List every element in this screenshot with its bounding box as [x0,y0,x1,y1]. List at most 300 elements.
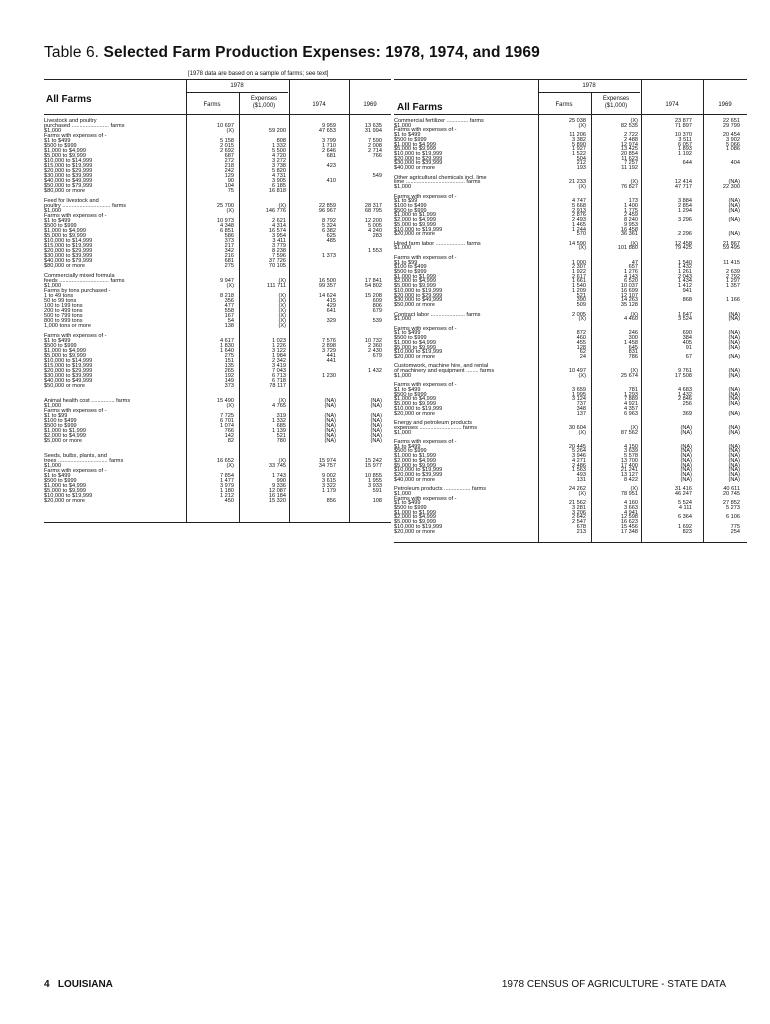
row-label: $5,000 to $9,999 [394,519,436,526]
row-value-1974: 441 [326,353,336,359]
row-value-1969: 5 005 [368,223,382,229]
row-value-1969: 29 799 [722,122,740,129]
row-value-expenses: 685 [276,423,286,429]
row-value-expenses: 319 [276,413,286,419]
row-value-expenses: 1 458 [624,339,638,346]
header-farms-right: Farms [555,102,573,108]
row-value-1969: 15 208 [364,293,382,299]
row-value-expenses: 35 128 [620,302,638,309]
row-value-farms: 1 465 [572,221,586,228]
row-value-1969: 549 [372,173,382,179]
row-label: $5,000 to $9,999 [44,233,86,239]
row-value-1969: 22 651 [722,118,740,124]
row-value-expenses: 70 105 [268,263,286,269]
row-label: $10,000 to $19,999 [394,349,443,356]
row-label: $1,000 to $4,999 [394,141,436,148]
row-value-1974: (NA) [324,418,336,424]
row-label: $1 to $99 [394,259,418,266]
row-value-expenses: 990 [276,478,286,484]
row-value-farms: 1 212 [220,493,234,499]
row-label: feeds ................................ farms [44,278,125,284]
row-label: $500 to $999 [394,391,427,398]
row-value-1974: (NA) [324,398,336,404]
row-value-1974: 1 434 [678,278,692,285]
row-value-farms: 521 [576,292,586,299]
row-label: $500 to $999 [394,335,427,342]
row-value-1974: 3 511 [678,136,692,143]
row-value-farms: 586 [224,233,234,239]
row-value-1974: 12 458 [674,240,692,247]
all-farms-heading-right: All Farms [397,102,443,113]
row-value-1974: 423 [326,163,336,169]
row-label: $1 to $499 [394,387,421,394]
row-label: $500 to $999 [44,343,77,349]
row-label: $1 to $499 [394,330,421,337]
row-value-farms: 137 [576,410,586,417]
row-label: $1 to $499 [394,500,421,507]
row-value-farms: 275 [224,263,234,269]
row-value-1969: 3 933 [368,483,382,489]
row-label: $10,000 to $19,999 [394,467,443,474]
row-label: $2,000 to $4,999 [394,278,436,285]
row-value-1974: 14 624 [318,293,336,299]
row-value-expenses: (X) [278,313,286,319]
table-years: 1978, 1974, and 1969 [385,44,540,61]
row-value-1974: 1 294 [678,207,692,214]
row-value-1969: 11 415 [723,259,740,266]
row-value-expenses: 7 257 [624,160,638,167]
row-value-1974: 22 859 [318,203,336,209]
row-value-1974: 79 425 [674,245,692,252]
row-value-1969: 59 495 [722,245,740,252]
row-value-farms: 681 [224,258,234,264]
row-label: Farms with expenses of - [394,193,457,200]
row-value-farms: 25 038 [568,118,586,124]
row-label: $1,000 [394,245,412,252]
row-label: $1,000 [394,184,412,191]
row-label: $5,000 to $9,999 [394,146,436,153]
row-value-farms: 493 [576,472,586,478]
row-label: $500 to $999 [44,223,77,229]
row-value-farms: 3 946 [572,453,586,460]
row-value-1969: 54 802 [364,283,382,289]
left-table-header [44,80,391,115]
row-value-farms: 1 661 [572,278,586,285]
page-number: 4 [44,979,50,990]
row-value-expenses: 9 953 [624,221,638,228]
row-value-1974: 2 898 [322,343,336,349]
row-value-1969: 679 [372,308,382,314]
row-value-expenses: 1 743 [272,473,286,479]
row-value-farms: 477 [224,303,234,309]
row-value-farms: 30 604 [568,424,586,431]
row-label: expenses ........................... farms [394,424,477,431]
row-label: $1,000 to $4,999 [394,339,436,346]
row-label: $500 to $999 [394,448,427,455]
row-value-1969: (NA) [728,202,740,209]
row-value-1974: 429 [326,303,336,309]
row-value-1969: 2 008 [368,143,382,149]
row-value-expenses: 1 332 [272,418,286,424]
row-value-expenses: (X) [278,303,286,309]
row-value-1969: (NA) [728,330,740,337]
row-value-expenses: 78 951 [620,490,638,497]
row-value-1969: (NA) [728,207,740,214]
row-value-1974: (NA) [324,403,336,409]
row-value-farms: 766 [224,428,234,434]
row-value-farms: 3 979 [220,483,234,489]
row-value-1969: 108 [372,498,382,504]
row-value-1974: 9 959 [322,123,336,129]
row-value-farms: 4 747 [572,198,586,205]
row-value-expenses: 17 400 [620,462,638,469]
row-value-farms: 558 [224,308,234,314]
row-value-farms: 373 [224,238,234,244]
row-value-1969: (NA) [728,429,740,436]
row-value-expenses: 6 963 [624,410,638,417]
row-value-expenses: (X) [278,293,286,299]
row-value-1969: 254 [730,528,740,535]
row-value-1974: 5 324 [322,223,336,229]
row-value-farms: 4 348 [220,223,234,229]
row-value-farms: 6 851 [220,228,234,234]
row-value-expenses: 87 562 [620,429,638,436]
row-label: $40,000 or more [394,476,436,483]
row-label: Energy and petroleum products [394,420,473,427]
row-label: $1,000 [44,128,62,134]
row-value-farms: 1 244 [572,226,586,233]
row-label: $30,000 to $39,999 [394,160,443,167]
row-value-expenses: 4 720 [272,153,286,159]
row-value-1969: 15 242 [364,458,382,464]
row-value-farms: 509 [576,302,586,309]
row-value-1974: 410 [326,178,336,184]
row-value-expenses: 7 043 [272,368,286,374]
row-value-1974: (NA) [680,476,692,483]
row-value-1969: 13 635 [364,123,382,129]
row-value-farms: (X) [226,403,234,409]
row-label: $10,000 to $14,999 [44,238,93,244]
row-value-expenses: 3 122 [272,348,286,354]
row-value-farms: 570 [576,231,586,238]
row-value-farms: 10 497 [568,368,586,375]
row-value-farms: 1 927 [572,146,586,153]
row-label: $5,000 to $9,999 [44,153,86,159]
row-value-farms: 217 [224,243,234,249]
row-value-farms: 3 206 [572,509,586,516]
row-value-1974: (NA) [324,433,336,439]
row-value-1969: (NA) [728,335,740,342]
row-label: $1,000 to $1,999 [44,428,86,434]
row-value-farms: 25 700 [216,203,234,209]
row-value-expenses: 4 731 [272,173,286,179]
row-value-expenses: 76 827 [620,184,638,191]
row-value-expenses: 12 107 [620,292,638,299]
header-farms: Farms [203,102,221,108]
row-value-1974: (NA) [680,472,692,478]
row-label: $30,000 to $39,999 [44,373,93,379]
row-label: Farms with expenses of - [394,495,457,502]
row-value-farms: 1 209 [572,287,586,294]
row-value-1974: 856 [326,498,336,504]
row-value-1974: 4 683 [678,387,692,394]
row-label: $1,000 [394,122,412,129]
row-value-expenses: 14 263 [620,297,638,304]
table-main-title: Selected Farm Production Expenses: [103,44,381,61]
row-label: $1,000 [394,372,412,379]
row-label: $2,000 to $4,999 [394,217,436,224]
row-value-1974: (NA) [680,424,692,431]
table-row [44,498,391,505]
row-value-expenses: 8 240 [624,217,638,224]
row-value-farms: 342 [224,248,234,254]
row-value-expenses: 780 [276,438,286,444]
row-label: $500 to $999 [394,505,427,512]
row-label: $1 to $499 [44,473,71,479]
row-value-farms: 455 [576,339,586,346]
row-label: $500 to $999 [44,478,77,484]
row-value-expenses: 12 974 [620,141,638,148]
row-value-expenses: 33 745 [268,463,286,469]
row-value-farms: 1 640 [220,348,234,354]
row-value-farms: 1 180 [220,488,234,494]
row-value-1969: 7 590 [368,138,382,144]
row-value-1969: (NA) [370,438,382,444]
row-value-1969: (NA) [728,396,740,403]
row-value-1974: (NA) [680,457,692,464]
row-value-expenses: 11 623 [621,155,638,162]
row-value-expenses: (X) [278,323,286,329]
row-label: $2,000 to $4,999 [394,514,436,521]
row-value-farms: 1 522 [572,151,586,158]
row-label: Farms with expenses of - [44,333,107,339]
row-value-1974: 1 647 [678,311,692,318]
row-value-1974: 415 [326,298,336,304]
row-value-1974: 9 761 [678,368,692,375]
row-value-farms: 373 [224,383,234,389]
row-value-expenses: 1 276 [624,269,638,276]
row-value-expenses: 4 941 [624,509,638,516]
row-value-1974: 3 799 [322,138,336,144]
row-value-expenses: 4 160 [624,500,638,507]
row-value-expenses: 12 598 [620,514,638,521]
row-value-expenses: (X) [278,318,286,324]
row-label: Animal health cost ............... farms [44,398,131,404]
row-value-farms: 10 697 [216,123,234,129]
row-value-expenses: 246 [628,330,638,337]
row-value-1974: 23 877 [674,118,692,124]
row-value-1969: 2 714 [368,148,382,154]
row-value-1974: 384 [682,335,692,342]
row-value-expenses: 4 150 [624,443,638,450]
row-label: $10,000 to $14,999 [44,158,93,164]
row-label: $1,000 to $4,999 [44,228,86,234]
row-value-1974: 12 414 [674,179,692,186]
row-label: $15,000 to $19,999 [44,363,93,369]
row-value-farms: (X) [578,372,586,379]
row-label: $5,000 to $9,999 [394,221,436,228]
row-value-farms: 2 913 [572,207,586,214]
row-value-1974: 1 261 [678,269,692,276]
row-value-expenses: 16 458 [620,226,638,233]
row-value-1974: 99 357 [318,283,336,289]
row-value-farms: (X) [578,122,586,129]
row-value-farms: 6 701 [220,418,234,424]
row-label: $100 to $499 [44,418,77,424]
row-value-farms: 2 015 [220,143,234,149]
row-label: $1 to $99 [44,413,68,419]
row-value-expenses: 78 117 [269,383,286,389]
row-value-1974: 329 [326,318,336,324]
row-label: $1 to $499 [394,443,421,450]
row-label: $500 to $999 [394,136,427,143]
row-value-1974: 6 364 [678,514,692,521]
row-value-farms: 90 [227,178,234,184]
row-label: $500 to $999 [394,269,427,276]
row-label: Farms by tons purchased - [44,288,111,294]
row-label: $1 to $499 [44,138,71,144]
row-value-expenses: 13 425 [620,146,638,153]
row-value-expenses: (X) [630,368,638,375]
all-farms-heading: All Farms [46,94,92,105]
row-value-expenses: 15 320 [268,498,286,504]
row-label: trees ................................ farms [44,458,124,464]
row-value-1969: (NA) [728,179,740,186]
row-value-1974: 47 653 [318,128,336,134]
row-label: $500 to $999 [44,423,77,429]
row-value-1974: 1 230 [322,373,336,379]
row-value-1974: 10 370 [674,132,692,139]
table-number: Table 6. [44,44,100,61]
row-label: $1,000 [394,490,412,497]
row-value-1974: 3 296 [678,217,692,224]
row-value-expenses: 16 818 [268,188,286,194]
row-value-1974: 5 524 [678,500,692,507]
row-value-1969: (NA) [728,453,740,460]
row-value-farms: 2 642 [572,514,586,521]
row-value-farms: 1 074 [220,423,234,429]
row-value-1969: (NA) [728,401,740,408]
row-value-expenses: 15 456 [620,523,638,530]
row-label: $10,000 to $19,999 [394,523,443,530]
row-value-farms: 1 540 [572,283,586,290]
row-value-1969: 21 867 [722,240,740,247]
row-value-1974: 2 296 [678,231,692,238]
header-1974: 1974 [312,102,326,108]
row-value-farms: 242 [224,168,234,174]
right-table-header [394,80,747,115]
row-label: $100 to $499 [394,264,427,271]
row-value-1974: 4 111 [678,505,692,512]
row-label: $2,000 to $4,999 [44,433,86,439]
row-value-farms: 131 [576,476,586,483]
row-value-expenses: (X) [278,298,286,304]
row-value-farms: (X) [578,490,586,497]
row-label: $1,000 to $1,999 [394,509,436,516]
row-label: 100 to 199 tons [44,303,83,309]
row-value-1974: 625 [326,233,336,239]
row-value-expenses: 6 713 [272,373,286,379]
row-value-1974: (NA) [680,448,692,455]
row-value-expenses: 5 820 [272,168,286,174]
row-value-1969: 539 [372,318,382,324]
row-value-farms: 54 [227,318,234,324]
row-value-expenses: 8 238 [272,248,286,254]
row-value-expenses: 6 185 [272,183,286,189]
row-value-1974: 644 [682,160,692,167]
row-value-expenses: 9 336 [272,483,286,489]
row-label: Seeds, bulbs, plants, and [44,453,107,459]
row-value-expenses: 1 984 [272,353,286,359]
row-value-farms: 4 617 [220,338,234,344]
footer-page [44,979,113,990]
row-label: 500 to 799 tons [44,313,83,319]
row-label: $10,000 to $19,999 [394,226,443,233]
row-value-1974: 9 002 [322,473,336,479]
row-value-1974: 67 [685,354,692,360]
row-label: $1 to $99 [394,198,418,205]
row-value-farms: 272 [224,158,234,164]
row-value-expenses: 3 738 [272,163,286,169]
row-value-expenses: 1 139 [272,428,286,434]
row-value-expenses: 111 711 [267,283,286,289]
row-value-farms: 135 [224,363,234,369]
row-value-1969: 28 317 [364,203,382,209]
row-label: $1,000 [44,283,62,289]
row-value-expenses: 1 400 [624,202,638,209]
row-value-farms: 3 124 [572,396,586,403]
row-label: Livestock and poultry [44,118,97,124]
row-label: Other agricultural chemicals incl. lime [394,174,487,181]
row-label: $15,000 to $19,999 [44,163,93,169]
row-value-1969: 15 977 [364,463,382,469]
row-value-1974: 1 692 [678,523,692,530]
row-value-expenses: (X) [278,203,286,209]
row-value-farms: 167 [224,313,234,319]
row-value-farms: 8 218 [220,293,234,299]
right-table [394,79,747,543]
row-value-expenses: 10 037 [620,283,638,290]
row-value-1974: (NA) [324,428,336,434]
row-value-farms: 24 [579,354,586,360]
row-label: Commercially mixed formula [44,273,115,279]
row-value-1974: (NA) [680,453,692,460]
row-value-1974: 17 508 [674,372,692,379]
row-label: $50,000 or more [44,383,86,389]
row-value-1974: 96 967 [318,208,336,214]
row-value-1969: (NA) [728,198,740,205]
row-value-farms: (X) [226,463,234,469]
row-value-1969: 2 639 [726,269,740,276]
row-label: $100 to $499 [394,202,427,209]
row-value-1969: 5 066 [726,141,740,148]
row-label: $1,000 to $4,999 [44,148,86,154]
row-value-expenses: 781 [628,387,638,394]
row-label: Petroleum products ................. farms [394,486,487,493]
row-value-1969: (NA) [728,391,740,398]
row-value-1969: (NA) [728,316,740,323]
row-value-1969: 1 432 [368,368,382,374]
row-value-1969: 68 795 [364,208,382,214]
row-value-1974: 485 [326,238,336,244]
row-label: Farms with expenses of - [44,213,107,219]
row-value-1974: 8 792 [322,218,336,224]
row-value-1974: 2 646 [322,148,336,154]
row-value-farms: 5 158 [220,138,234,144]
row-value-expenses: 4 460 [624,316,638,323]
row-value-1969: (NA) [728,467,740,474]
row-label: of machinery and equipment ........ farms [394,368,495,375]
